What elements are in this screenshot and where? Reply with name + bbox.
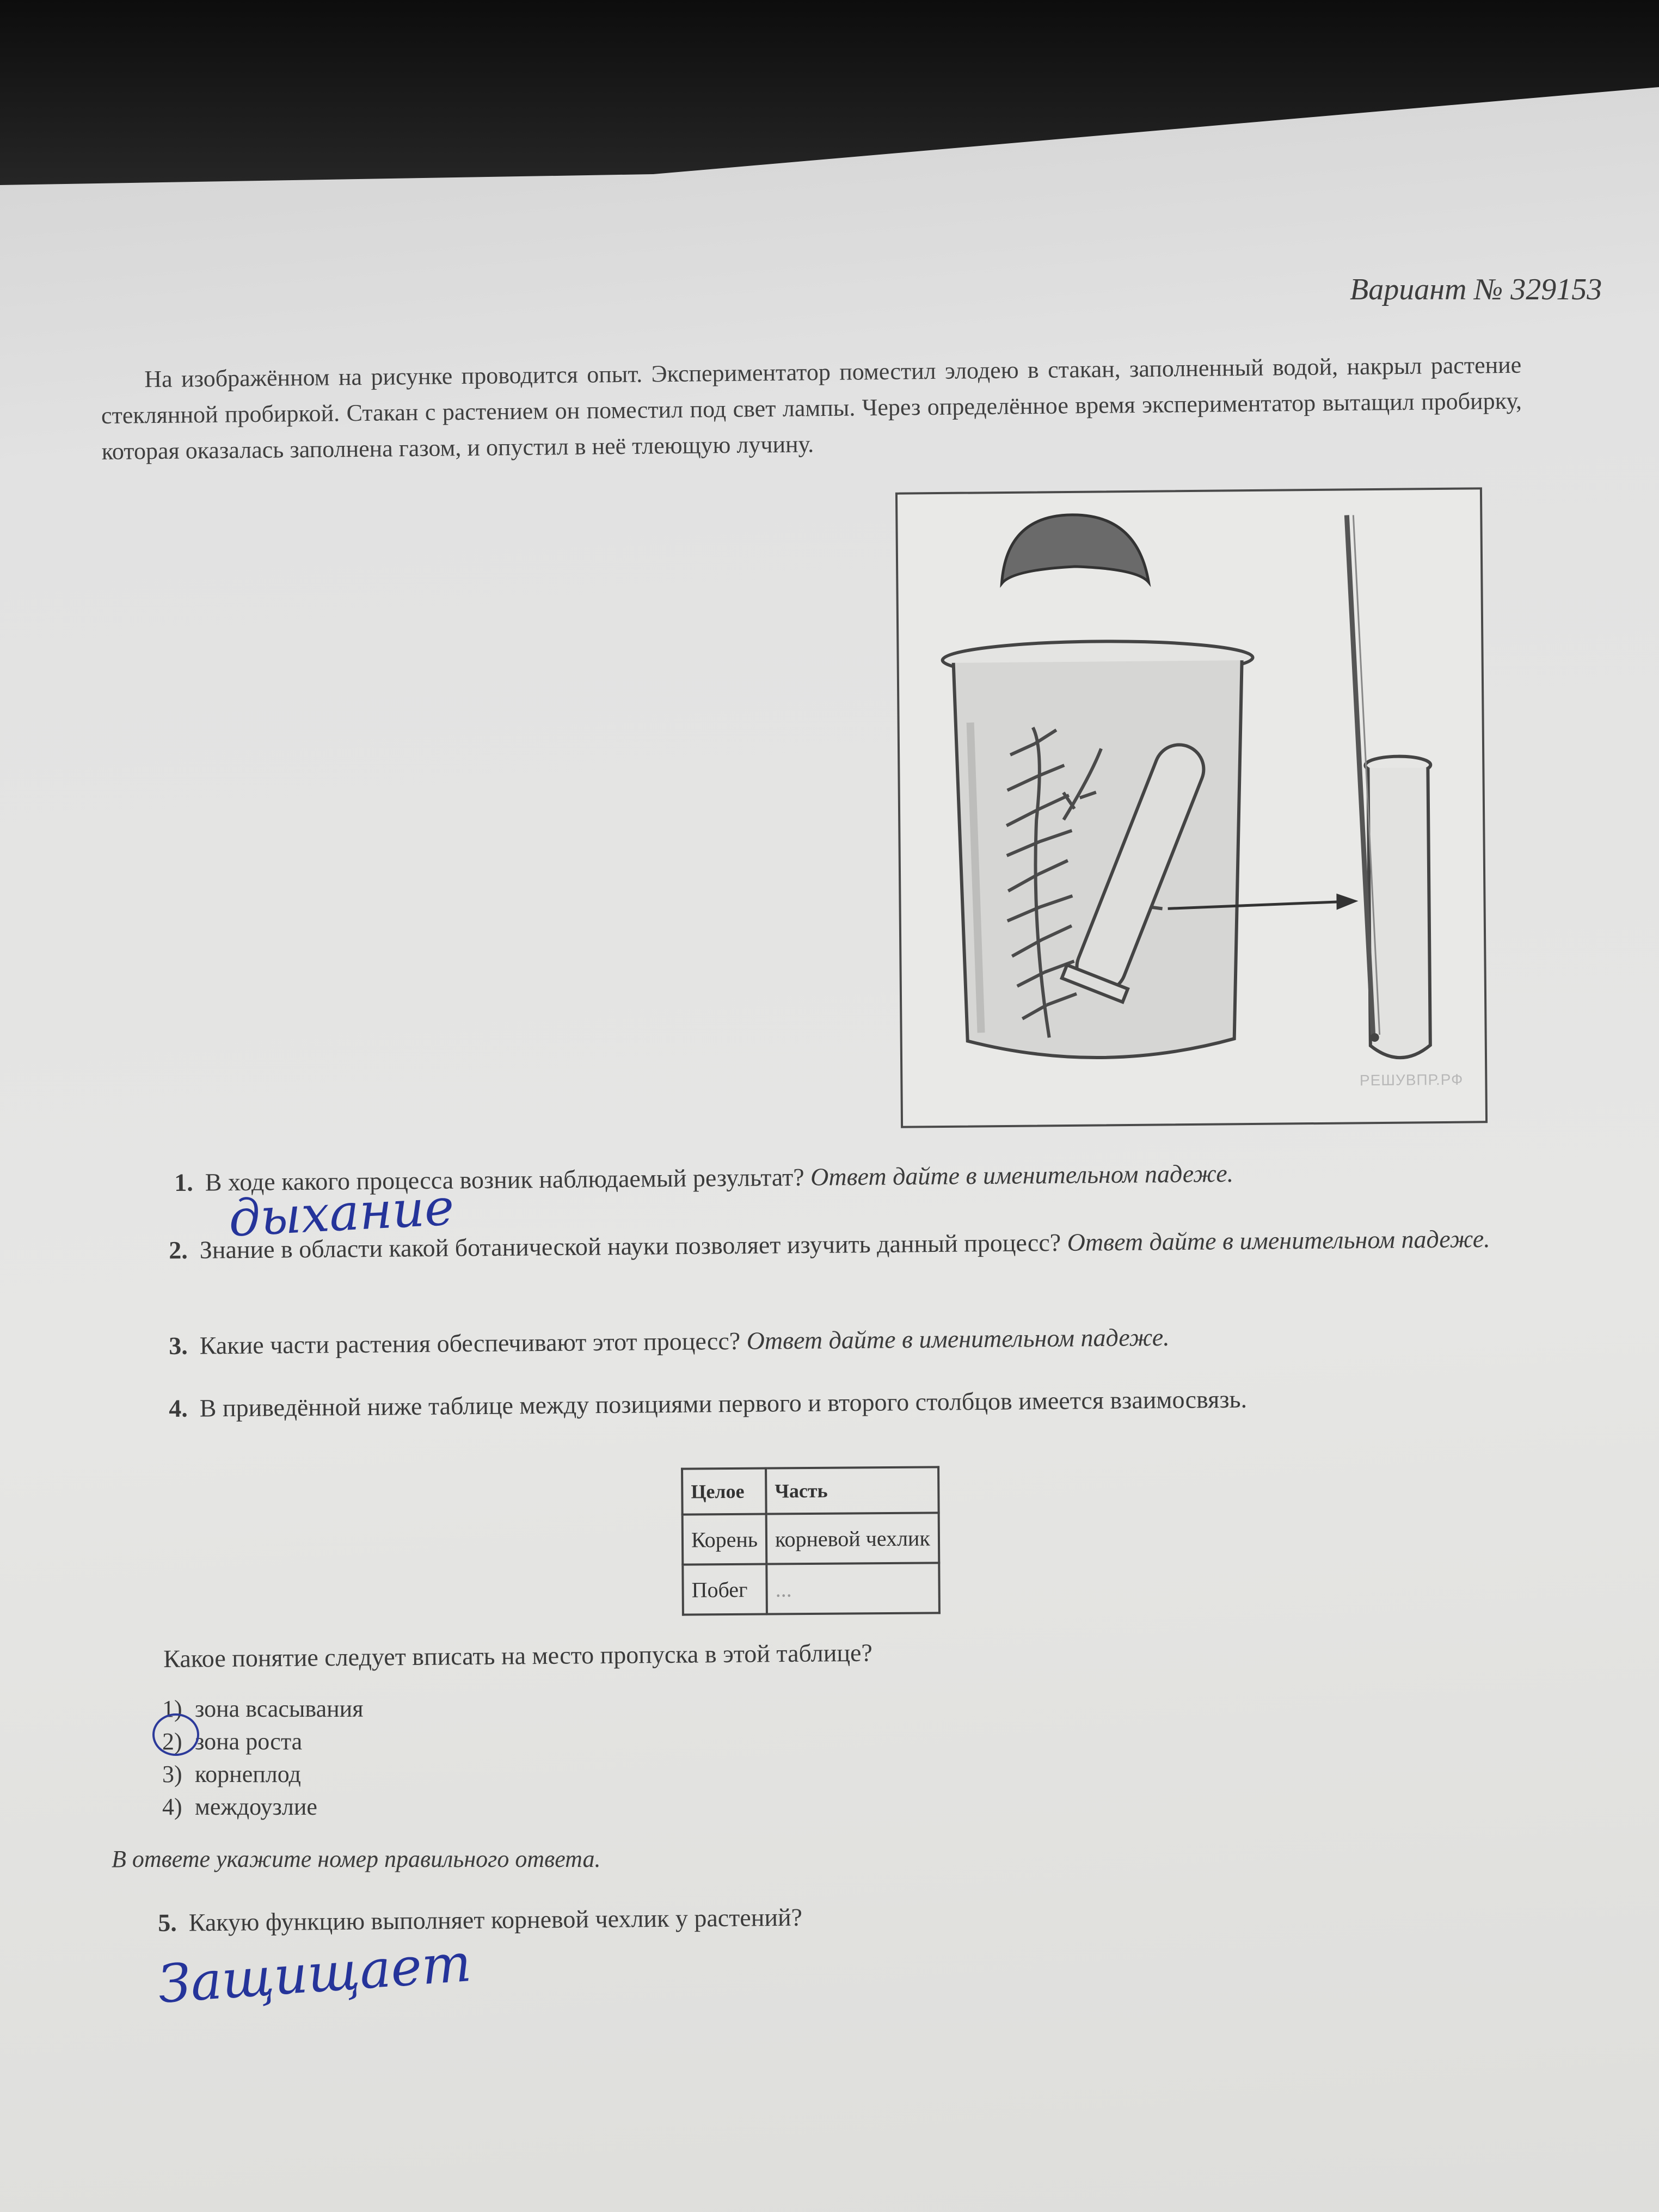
option-1: 1) зона всасывания	[162, 1695, 364, 1722]
question-4-prompt: Какое понятие следует вписать на место пропуска в этой таблице?	[163, 1638, 873, 1673]
answer-instruction: В ответе укажите номер правильного ответа.	[112, 1846, 601, 1872]
table-cell: Побег	[683, 1564, 767, 1615]
intro-paragraph: На изображённом на рисунке проводится опыт. Экспериментатор поместил элодею в стакан, заполненный водой, накрыл растение стеклянной пробиркой. Стакан с растением он поместил под свет лампы. Через определённое время экспериментатор вытащил пробирку, которая оказалась заполнена газом, и опустил в неё тлеющую лучину.	[101, 351, 1522, 465]
experiment-figure	[895, 487, 1488, 1128]
question-number: 1.	[174, 1168, 194, 1196]
table-row	[683, 1513, 939, 1564]
option-2: 2) зона роста	[162, 1728, 303, 1755]
relation-table	[681, 1466, 941, 1615]
arrow-head-icon	[1336, 893, 1358, 910]
table-cell: корневой чехлик	[766, 1513, 939, 1564]
table-cell: Корень	[683, 1514, 767, 1565]
question-text: В приведённой ниже таблице между позициями первого и второго столбцов имеется взаимосвязь.	[199, 1385, 1248, 1422]
question-hint: Ответ дайте в именительном падеже.	[1067, 1225, 1490, 1256]
question-number: 3.	[169, 1331, 188, 1360]
table-header-cell: Целое	[682, 1468, 766, 1515]
question-3	[169, 1319, 1170, 1364]
experiment-illustration	[898, 489, 1485, 1126]
question-text: Какую функцию выполняет корневой чехлик у растений?	[188, 1903, 803, 1937]
question-text: Знание в области какой ботанической науки позволяет изучить данный процесс?	[199, 1228, 1061, 1264]
question-text: В ходе какого процесса возник наблюдаемый результат?	[205, 1163, 804, 1196]
handwritten-answer-1: дыхание	[227, 1178, 456, 1248]
handwritten-answer-5: Защищает	[156, 1932, 474, 2015]
table-header-row	[682, 1467, 938, 1514]
option-4: 4) междоузлие	[162, 1793, 317, 1820]
question-hint: Ответ дайте в именительном падеже.	[810, 1159, 1234, 1191]
variant-number: Вариант № 329153	[1350, 273, 1602, 306]
question-number: 2.	[169, 1236, 188, 1264]
option-3: 3) корнеплод	[162, 1761, 301, 1787]
question-5	[158, 1900, 802, 1941]
question-4	[169, 1381, 1247, 1427]
question-text: Какие части растения обеспечивают этот процесс?	[199, 1326, 741, 1360]
upright-test-tube-icon	[1368, 767, 1430, 1058]
answer-options	[162, 1693, 363, 1823]
table-row	[683, 1563, 939, 1614]
selected-option-circle	[152, 1713, 199, 1756]
question-number: 5.	[158, 1908, 177, 1937]
table-header-cell: Часть	[766, 1467, 938, 1514]
question-hint: Ответ дайте в именительном падеже.	[746, 1323, 1170, 1355]
table-cell: ...	[766, 1563, 939, 1614]
figure-watermark: РЕШУВПР.РФ	[1359, 1071, 1464, 1089]
lamp-shade-icon	[1001, 514, 1148, 583]
question-number: 4.	[169, 1394, 188, 1422]
beaker-icon	[954, 660, 1245, 1059]
